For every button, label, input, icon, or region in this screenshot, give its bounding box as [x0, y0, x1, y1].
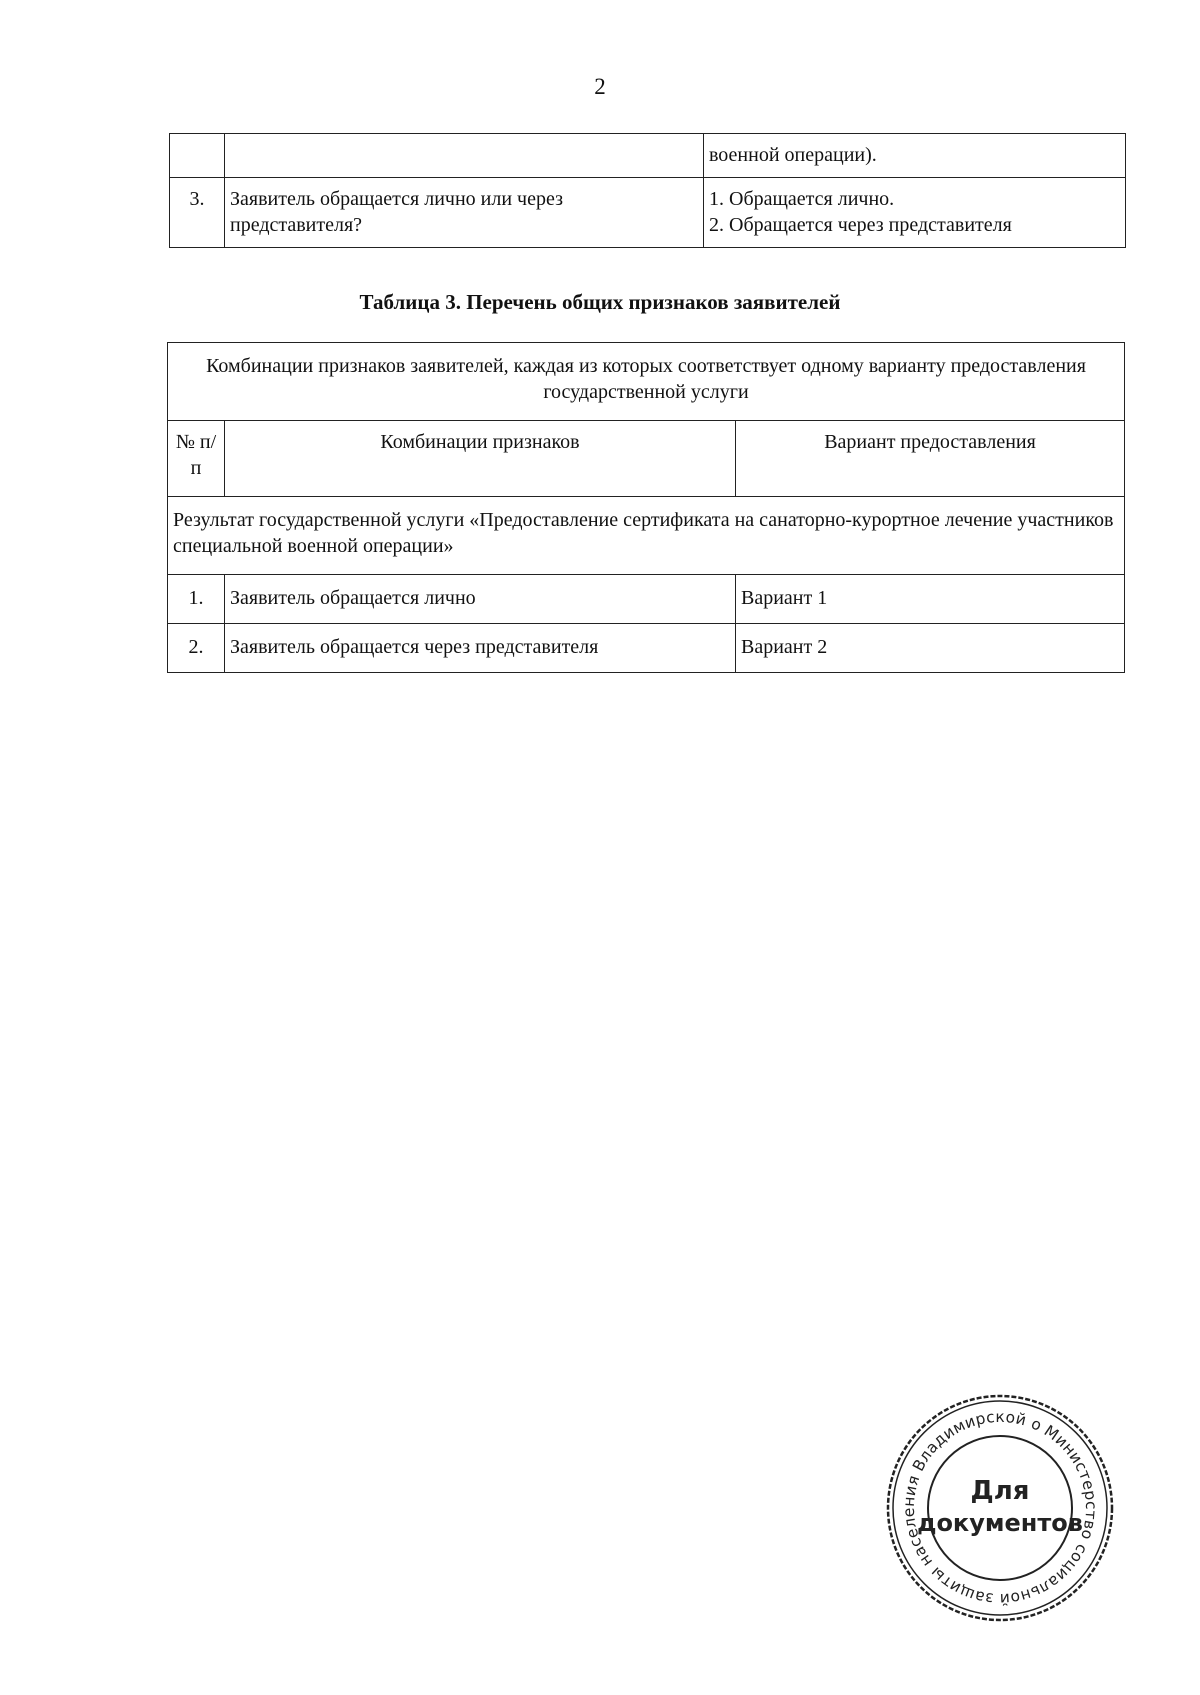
row-combination: Заявитель обращается через представителя [225, 624, 736, 673]
table-3-header: Комбинации признаков заявителей, каждая из которых соответствует одному варианту предоставления государственной услуги [168, 343, 1125, 421]
row-number [170, 134, 225, 178]
table-3 [167, 342, 1125, 673]
row-answers [704, 178, 1126, 248]
result-text: Результат государственной услуги «Предоставление сертификата на санаторно-курортное лечение участников специальной военной операции» [168, 497, 1125, 575]
row-question [225, 134, 704, 178]
result-row [168, 497, 1125, 575]
column-header-row [168, 421, 1125, 497]
table-header-row [168, 343, 1125, 421]
stamp-seal-icon [885, 1393, 1115, 1623]
column-header-num: № п/п [168, 421, 225, 497]
table-3-title: Таблица 3. Перечень общих признаков заявителей [359, 290, 841, 314]
answer-line: военной операции). [709, 144, 877, 166]
page-number: 2 [594, 74, 606, 99]
answer-line: 1. Обращается лично. [709, 188, 895, 210]
row-number: 2. [168, 624, 225, 673]
stamp-center-line2: документов [917, 1509, 1083, 1537]
column-header-combination: Комбинации признаков [225, 421, 736, 497]
table-row [168, 575, 1125, 624]
row-answers [704, 134, 1126, 178]
row-question: Заявитель обращается лично или через представителя? [225, 178, 704, 248]
row-combination: Заявитель обращается лично [225, 575, 736, 624]
continued-table [169, 133, 1126, 248]
answer-line: 2. Обращается через представителя [709, 214, 1012, 236]
table-row [170, 134, 1126, 178]
table-row [168, 624, 1125, 673]
row-variant: Вариант 2 [736, 624, 1125, 673]
row-variant: Вариант 1 [736, 575, 1125, 624]
official-stamp [885, 1393, 1115, 1623]
row-number: 3. [170, 178, 225, 248]
stamp-center-line1: Для [970, 1476, 1030, 1506]
column-header-variant: Вариант предоставления [736, 421, 1125, 497]
row-number: 1. [168, 575, 225, 624]
table-row [170, 178, 1126, 248]
stamp-ring-text: Министерство социальной защиты населения Владимирской о [899, 1407, 1101, 1609]
